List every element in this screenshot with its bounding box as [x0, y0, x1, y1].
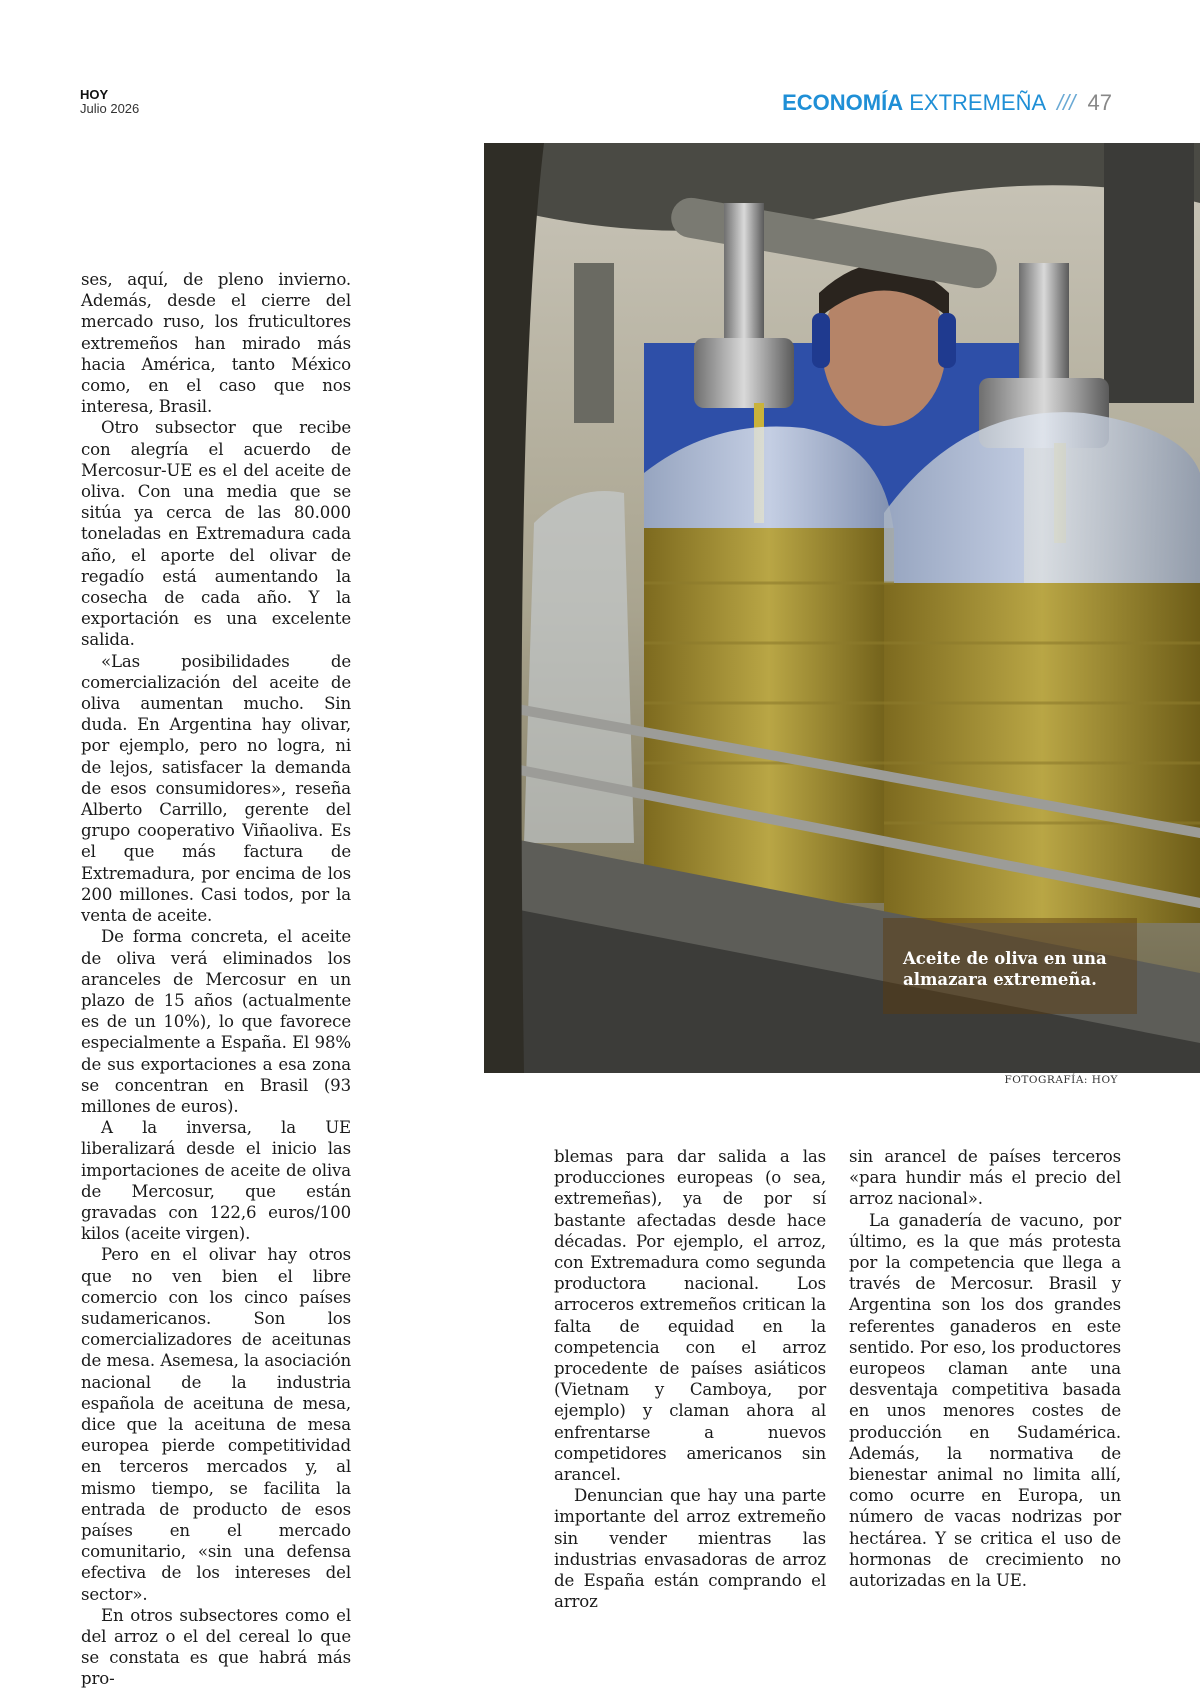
paragraph: blemas para dar salida a las producciones europeas (o sea, extremeñas), ya de por sí bastante afectadas desde hace décadas. Por ejemplo, el arroz, con Extremadura como segunda productora nacional. Los arroceros extremeños critican la falta de equidad en la competencia con el arroz procedente de países asiáticos (Vietnam y Camboya, por ejemplo) y claman ahora al enfrentarse a nuevos competidores americanos sin arancel. — [554, 1147, 826, 1485]
publication-date: Julio 2026 — [80, 100, 140, 116]
paragraph: En otros subsectores como el del arroz o el del cereal lo que se constata es que habrá más pro- — [81, 1605, 351, 1689]
article-column-2 — [554, 1146, 826, 1612]
caption-text: Aceite de oliva en una almazara extremeña. — [903, 949, 1107, 989]
paragraph: A la inversa, la UE liberalizará desde el inicio las importaciones de aceite de oliva de Mercosur, que están gravadas con 122,6 euros/100 kilos (aceite virgen). — [81, 1118, 351, 1244]
paragraph: sin arancel de países terceros «para hundir más el precio del arroz nacional». — [849, 1147, 1121, 1209]
paragraph: De forma concreta, el aceite de oliva verá eliminados los aranceles de Mercosur en un plazo de 15 años (actualmente es de un 10%), lo que favorece especialmente a España. El 98% de sus exportaciones a esa zona se concentran en Brasil (93 millones de euros). — [81, 927, 351, 1116]
section-header — [782, 90, 1112, 116]
paragraph: Pero en el olivar hay otros que no ven bien el libre comercio con los cinco países sudamericanos. Son los comercializadores de aceitunas de mesa. Asemesa, la asociación nacional de la industria española de aceituna de mesa, dice que la aceituna de mesa europea pierde competitividad en terceros mercados y, al mismo tiempo, se facilita la entrada de producto de esos países en el mercado comunitario, «sin una defensa efectiva de los intereses del sector». — [81, 1245, 351, 1604]
publication-block — [80, 88, 139, 115]
photo-caption — [883, 918, 1137, 1014]
paragraph: «Las posibilidades de comercialización del aceite de oliva aumentan mucho. Sin duda. En Argentina hay olivar, por ejemplo, pero no logra, ni de lejos, satisfacer la demanda de esos consumidores», reseña Alberto Carrillo, gerente del grupo cooperativo Viñaoliva. Es el que más factura de Extremadura, por encima de los 200 millones. Casi todos, por la venta de aceite. — [81, 651, 351, 926]
article-column-3 — [849, 1146, 1121, 1591]
paragraph: Denuncian que hay una parte importante del arroz extremeño sin vender mientras las industrias envasadoras de arroz de España están comprando el arroz — [554, 1486, 826, 1612]
section-slashes: /// — [1057, 90, 1076, 115]
article-column-1 — [81, 269, 351, 1690]
page-number: 47 — [1087, 90, 1112, 115]
paragraph: Otro subsector que recibe con alegría el acuerdo de Mercosur-UE es el del aceite de oliva. Con una media que se sitúa ya cerca de las 80.000 toneladas en Extremadura cada año, el aporte del olivar de regadío está aumentando la cosecha de cada año. Y la exportación es una excelente salida. — [81, 418, 351, 650]
publication-name: HOY — [80, 87, 109, 102]
section-title-bold: ECONOMÍA — [782, 90, 904, 115]
paragraph: La ganadería de vacuno, por último, es la que más protesta por la competencia que llega a través de Mercosur. Brasil y Argentina son los dos grandes referentes ganaderos en este sentido. Por eso, los productores europeos claman ante una desventaja competitiva basada en unos menores costes de producción en Sudamérica. Además, la normativa de bienestar animal no limita allí, como ocurre en Europa, un número de vacas nodrizas por hectárea. Y se critica el uso de hormonas de crecimiento no autorizadas en la UE. — [849, 1210, 1121, 1591]
paragraph: ses, aquí, de pleno invierno. Además, desde el cierre del mercado ruso, los fruticultores extremeños han mirado más hacia América, tanto México como, en el caso que nos interesa, Brasil. — [81, 270, 351, 417]
section-title-light: EXTREMEÑA — [909, 90, 1045, 115]
photo-credit: FOTOGRAFÍA: HOY — [1004, 1074, 1118, 1086]
